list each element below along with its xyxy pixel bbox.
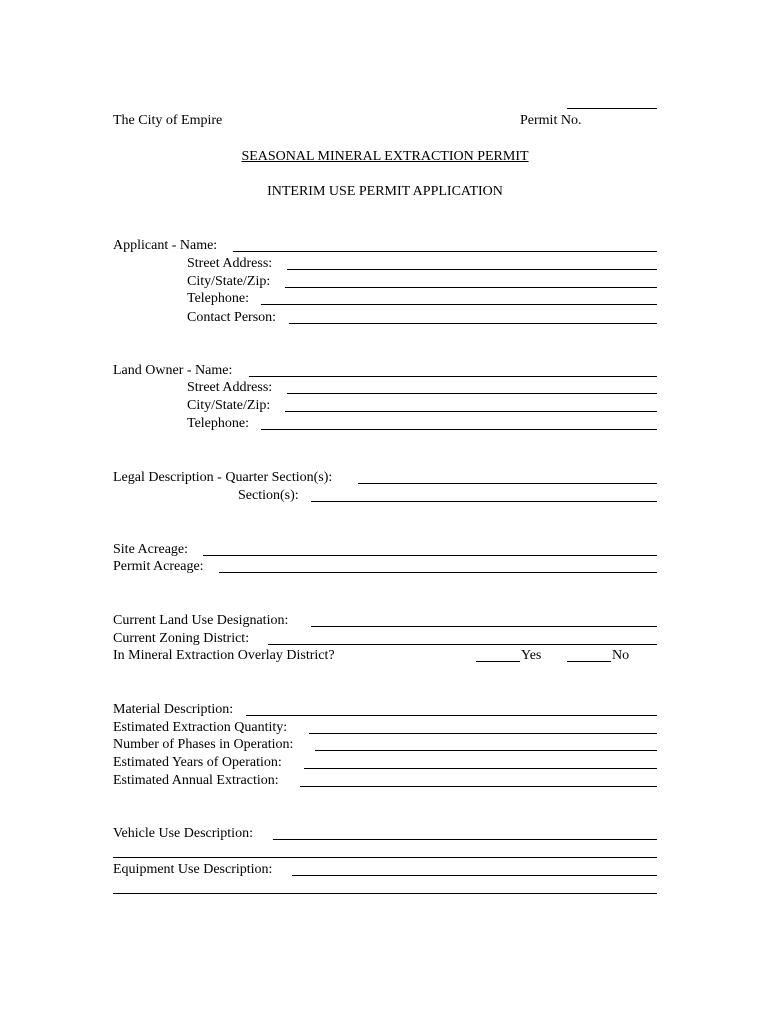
owner-name-field[interactable] xyxy=(249,376,657,377)
legal-quarter-field[interactable] xyxy=(358,483,657,484)
annual-extraction-label: Estimated Annual Extraction: xyxy=(113,773,279,788)
material-description-field[interactable] xyxy=(246,715,657,716)
applicant-name-field[interactable] xyxy=(233,251,657,252)
applicant-contact-field[interactable] xyxy=(289,323,657,324)
equipment-use-label: Equipment Use Description: xyxy=(113,862,273,877)
extraction-quantity-field[interactable] xyxy=(309,733,657,734)
permit-acreage-field[interactable] xyxy=(219,572,657,573)
land-use-field[interactable] xyxy=(311,626,657,627)
extraction-quantity-label: Estimated Extraction Quantity: xyxy=(113,720,288,735)
phases-field[interactable] xyxy=(315,750,657,751)
owner-street-field[interactable] xyxy=(287,393,657,394)
applicant-name-label: Applicant - Name: xyxy=(113,238,218,253)
site-acreage-label: Site Acreage: xyxy=(113,542,189,557)
applicant-phone-field[interactable] xyxy=(261,304,657,305)
owner-phone-field[interactable] xyxy=(261,429,657,430)
document-subtitle: INTERIM USE PERMIT APPLICATION xyxy=(267,184,503,199)
city-name: The City of Empire xyxy=(113,113,223,128)
overlay-question: In Mineral Extraction Overlay District? xyxy=(113,648,335,663)
applicant-street-field[interactable] xyxy=(287,269,657,270)
overlay-yes-blank[interactable] xyxy=(476,661,520,662)
owner-city-label: City/State/Zip: xyxy=(187,398,271,413)
permit-acreage-label: Permit Acreage: xyxy=(113,559,204,574)
zoning-label: Current Zoning District: xyxy=(113,631,250,646)
vehicle-use-field-line2[interactable] xyxy=(113,857,657,858)
annual-extraction-field[interactable] xyxy=(300,786,657,787)
owner-city-field[interactable] xyxy=(285,411,657,412)
document-title: SEASONAL MINERAL EXTRACTION PERMIT xyxy=(241,149,529,164)
years-label: Estimated Years of Operation: xyxy=(113,755,282,770)
applicant-street-label: Street Address: xyxy=(187,256,273,271)
owner-name-label: Land Owner - Name: xyxy=(113,363,233,378)
land-use-label: Current Land Use Designation: xyxy=(113,613,289,628)
applicant-phone-label: Telephone: xyxy=(187,291,249,306)
years-field[interactable] xyxy=(304,768,657,769)
equipment-use-field[interactable] xyxy=(292,875,657,876)
permit-no-label: Permit No. xyxy=(520,113,582,128)
legal-section-field[interactable] xyxy=(311,501,657,502)
site-acreage-field[interactable] xyxy=(203,555,657,556)
applicant-contact-label: Contact Person: xyxy=(187,310,277,325)
legal-section-label: Section(s): xyxy=(238,488,299,503)
legal-quarter-label: Legal Description - Quarter Section(s): xyxy=(113,470,333,485)
owner-street-label: Street Address: xyxy=(187,380,273,395)
applicant-city-field[interactable] xyxy=(285,287,657,288)
material-description-label: Material Description: xyxy=(113,702,234,717)
overlay-no-label: No xyxy=(612,648,630,663)
overlay-yes-label: Yes xyxy=(521,648,542,663)
equipment-use-field-line2[interactable] xyxy=(113,893,657,894)
overlay-no-blank[interactable] xyxy=(567,661,611,662)
vehicle-use-label: Vehicle Use Description: xyxy=(113,826,253,841)
vehicle-use-field[interactable] xyxy=(273,839,657,840)
phases-label: Number of Phases in Operation: xyxy=(113,737,294,752)
permit-no-field[interactable] xyxy=(567,108,657,109)
zoning-field[interactable] xyxy=(268,644,657,645)
owner-phone-label: Telephone: xyxy=(187,416,249,431)
applicant-city-label: City/State/Zip: xyxy=(187,274,271,289)
